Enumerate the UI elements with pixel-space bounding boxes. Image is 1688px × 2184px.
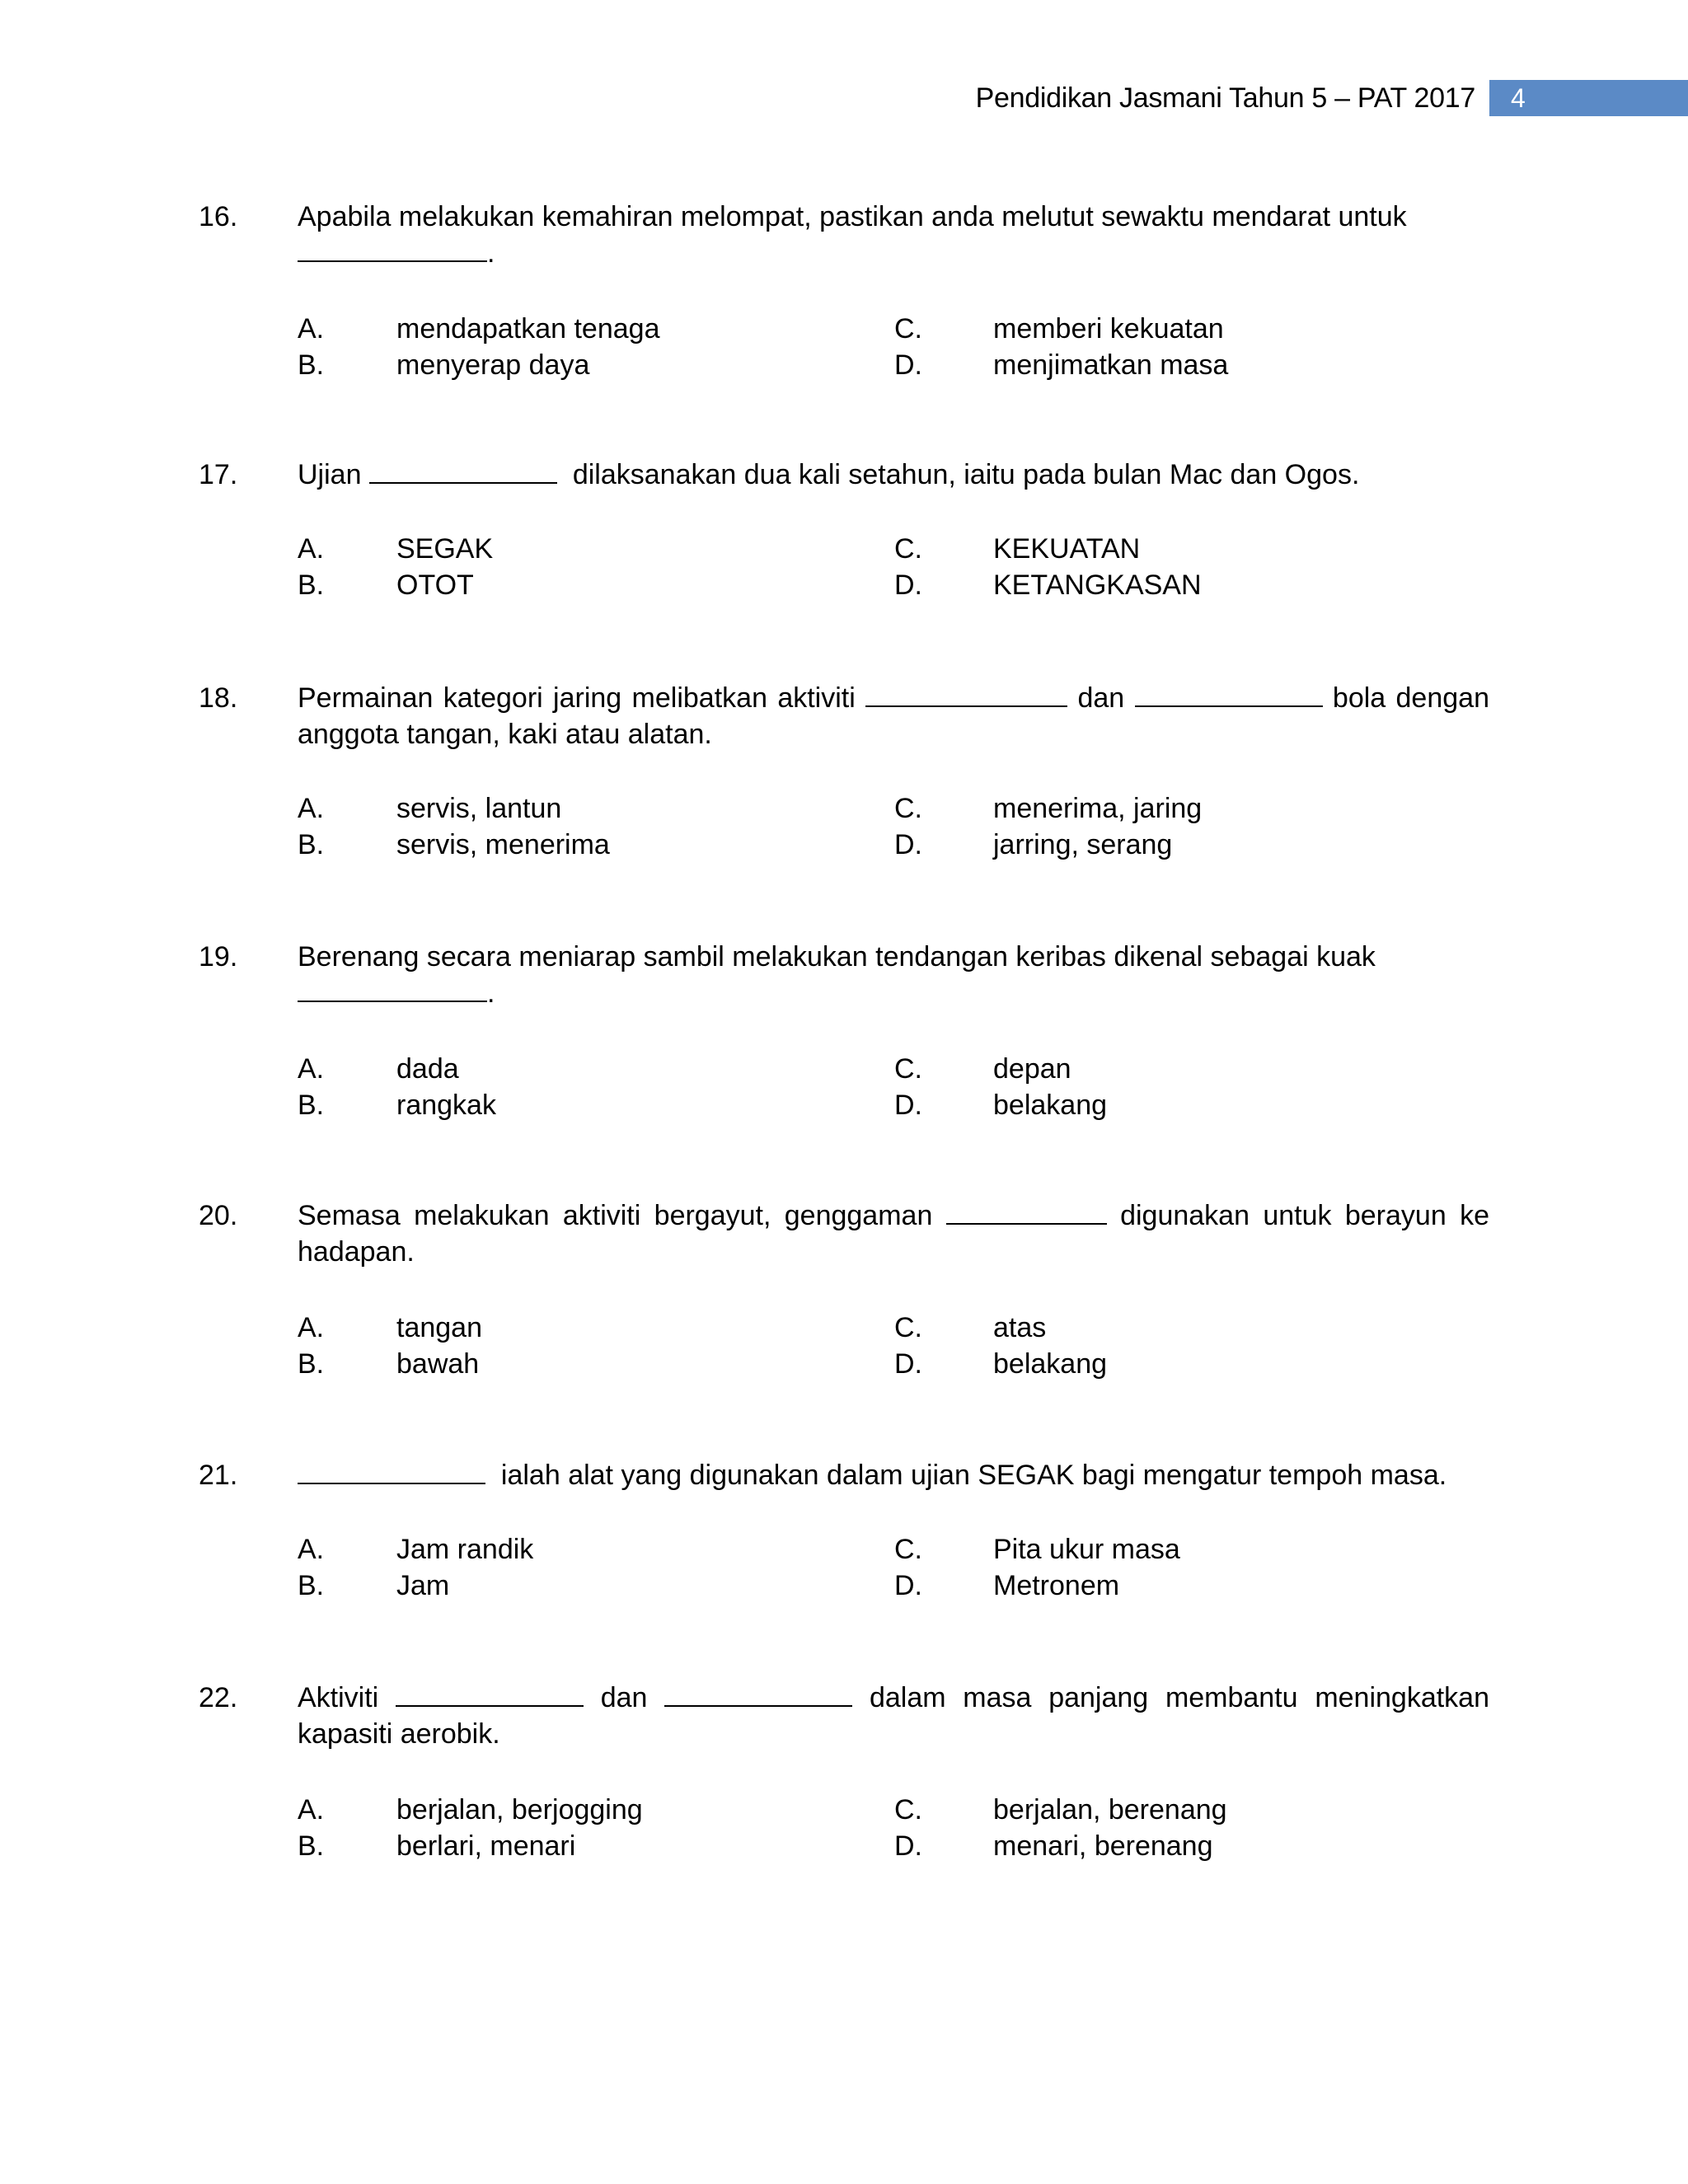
option-letter: C.: [894, 1534, 922, 1565]
option-letter: B.: [298, 569, 325, 601]
option-text: servis, lantun: [396, 793, 562, 824]
question-text-part: Semasa melakukan aktiviti bergayut, genggaman: [298, 1200, 933, 1231]
option-text: Jam randik: [396, 1534, 534, 1565]
option-letter: B.: [298, 1830, 325, 1862]
option-text: jarring, serang: [993, 829, 1173, 860]
option-text: bawah: [396, 1348, 480, 1380]
option-letter: A.: [298, 533, 325, 565]
question-text-part: dan: [1077, 682, 1125, 714]
question-text-part: Aktiviti: [298, 1682, 379, 1713]
option-text: servis, menerima: [396, 829, 610, 860]
option-letter: C.: [894, 1794, 922, 1825]
question-text-part: Berenang secara meniarap sambil melakukan tendangan keribas dikenal sebagai kuak: [298, 941, 1376, 972]
question-text-part: Permainan kategori jaring melibatkan aktiviti: [298, 682, 856, 714]
answer-blank: [946, 1198, 1107, 1225]
header-title: Pendidikan Jasmani Tahun 5 – PAT 2017: [975, 82, 1475, 114]
answer-blank: [396, 1680, 584, 1707]
option-text: menyerap daya: [396, 349, 590, 381]
option-letter: A.: [298, 1534, 325, 1565]
option-letter: C.: [894, 533, 922, 565]
option-text: Metronem: [993, 1570, 1120, 1601]
question-number: 16.: [199, 201, 238, 232]
question-text-part: digunakan untuk berayun ke hadapan.: [298, 1200, 1489, 1268]
option-text: menjimatkan masa: [993, 349, 1229, 381]
question-text: [298, 457, 1489, 493]
option-letter: D.: [894, 1090, 922, 1121]
option-letter: C.: [894, 793, 922, 824]
question-text: [298, 1197, 1489, 1270]
option-letter: B.: [298, 1348, 325, 1380]
question-text-part: dalam masa panjang membantu meningkatkan kapasiti aerobik.: [298, 1682, 1490, 1750]
question-text: [298, 199, 1489, 271]
option-text: mendapatkan tenaga: [396, 313, 660, 344]
question-text: [298, 1457, 1489, 1493]
option-text: belakang: [993, 1090, 1108, 1121]
question-text-part: bola dengan anggota tangan, kaki atau alatan.: [298, 682, 1489, 750]
question-text-part: ialah alat yang digunakan dalam ujian SEGAK bagi mengatur tempoh masa.: [500, 1460, 1447, 1491]
answer-blank: [1135, 681, 1323, 707]
option-text: belakang: [993, 1348, 1108, 1380]
option-text: menari, berenang: [993, 1830, 1213, 1862]
option-letter: C.: [894, 313, 922, 344]
option-letter: B.: [298, 1090, 325, 1121]
answer-blank: [664, 1680, 852, 1707]
question-text-part: .: [487, 977, 495, 1009]
option-letter: D.: [894, 829, 922, 860]
option-letter: A.: [298, 313, 325, 344]
option-letter: C.: [894, 1312, 922, 1343]
option-text: Pita ukur masa: [993, 1534, 1180, 1565]
option-text: depan: [993, 1053, 1071, 1085]
option-letter: D.: [894, 1570, 922, 1601]
option-text: KETANGKASAN: [993, 569, 1202, 601]
option-letter: A.: [298, 1794, 325, 1825]
question-number: 17.: [199, 459, 238, 490]
question-text-part: Apabila melakukan kemahiran melompat, pastikan anda melutut sewaktu mendarat untuk: [298, 201, 1407, 232]
option-letter: B.: [298, 829, 325, 860]
option-text: dada: [396, 1053, 459, 1085]
option-text: SEGAK: [396, 533, 494, 565]
answer-blank: [298, 1458, 485, 1484]
question-text-part: dan: [600, 1682, 648, 1713]
answer-blank: [865, 681, 1067, 707]
question-number: 18.: [199, 682, 238, 714]
question-number: 19.: [199, 941, 238, 972]
option-text: memberi kekuatan: [993, 313, 1224, 344]
question-text-part: Ujian: [298, 459, 362, 490]
option-letter: B.: [298, 1570, 325, 1601]
option-text: OTOT: [396, 569, 474, 601]
question-number: 20.: [199, 1200, 238, 1231]
option-text: rangkak: [396, 1090, 496, 1121]
option-text: KEKUATAN: [993, 533, 1141, 565]
option-letter: D.: [894, 1830, 922, 1862]
answer-blank: [298, 976, 487, 1002]
option-text: Jam: [396, 1570, 450, 1601]
answer-blank: [298, 236, 487, 262]
option-letter: B.: [298, 349, 325, 381]
option-text: berlari, menari: [396, 1830, 576, 1862]
option-text: tangan: [396, 1312, 482, 1343]
option-letter: D.: [894, 1348, 922, 1380]
option-letter: C.: [894, 1053, 922, 1085]
option-text: berjalan, berenang: [993, 1794, 1227, 1825]
answer-blank: [369, 457, 557, 484]
question-number: 21.: [199, 1460, 238, 1491]
option-letter: A.: [298, 793, 325, 824]
question-text: [298, 680, 1489, 752]
page-number-badge: 4: [1489, 80, 1688, 116]
question-text: [298, 1680, 1489, 1752]
question-number: 22.: [199, 1682, 238, 1713]
question-text-part: dilaksanakan dua kali setahun, iaitu pada bulan Mac dan Ogos.: [572, 459, 1360, 490]
option-text: atas: [993, 1312, 1047, 1343]
question-text: [298, 939, 1489, 1011]
question-text-part: .: [487, 237, 495, 269]
option-text: menerima, jaring: [993, 793, 1203, 824]
option-letter: D.: [894, 349, 922, 381]
option-text: berjalan, berjogging: [396, 1794, 643, 1825]
option-letter: A.: [298, 1053, 325, 1085]
option-letter: D.: [894, 569, 922, 601]
option-letter: A.: [298, 1312, 325, 1343]
